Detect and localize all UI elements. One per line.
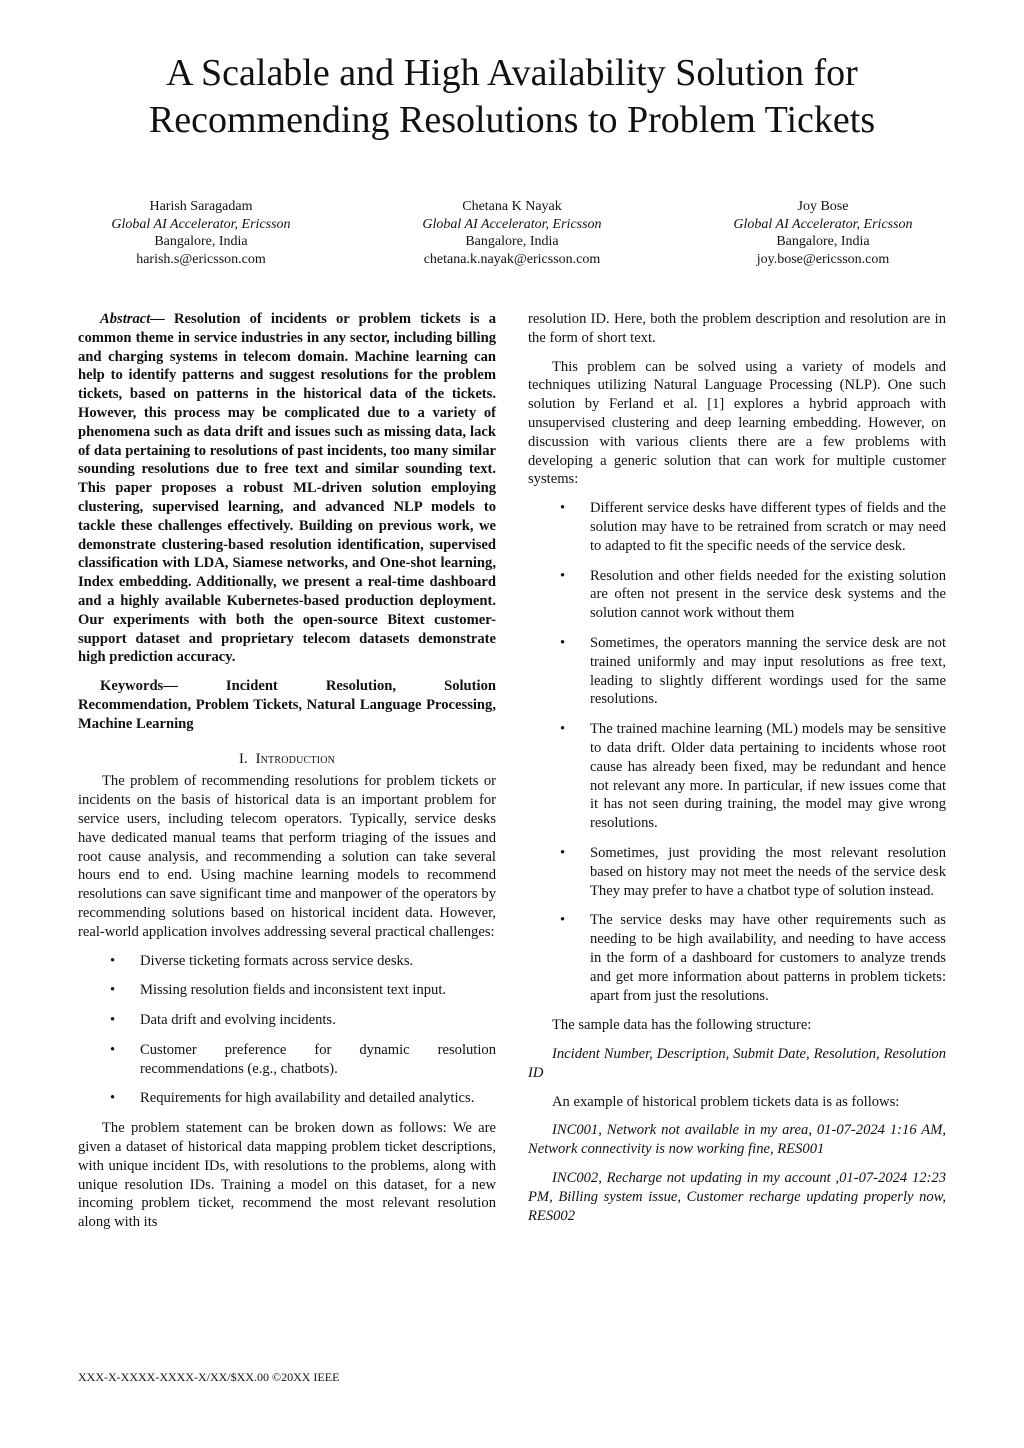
abstract [78, 310, 496, 667]
list-item: • Sometimes, just providing the most relevant resolution based on history may not meet the needs of the service desk They may prefer to have a chatbot type of solution instead. [560, 844, 946, 899]
author-email: harish.s@ericsson.com [136, 251, 266, 267]
list-item: • Different service desks have different types of fields and the solution may have to be retrained from scratch or may need to adapted to fit the specific needs of the service desk. [560, 500, 946, 554]
section-heading [78, 750, 496, 769]
bullet-icon: • [560, 721, 566, 738]
challenges-list [78, 952, 496, 1109]
author-name: Chetana K Nayak [462, 199, 562, 214]
bullet-icon: • [110, 1041, 116, 1058]
left-column [78, 310, 496, 1242]
author-affiliation: Global AI Accelerator, Ericsson [422, 216, 602, 232]
example-row-2: INC002, Recharge not updating in my account ,01-07-2024 12:23 PM, Billing system issue, Customer recharge updating properly now, RES002 [528, 1170, 946, 1224]
section-title: Introduction [255, 750, 336, 767]
example-intro: An example of historical problem tickets data is as follows: [552, 1093, 900, 1110]
bullet-icon: • [560, 567, 566, 584]
intro-paragraph-2: The problem statement can be broken down as follows: We are given a dataset of historical data mapping problem ticket descriptions, with unique incident IDs, with resolutions to the problems, along with unique resolution IDs. Training a model on this dataset, for a new incoming problem ticket, recommend the most relevant resolution along with its [78, 1120, 496, 1231]
bullet-icon: • [110, 952, 116, 969]
list-item: • Resolution and other fields needed for the existing solution are often not present in the service desk systems and the solution cannot work without them [560, 567, 946, 622]
right-paragraph-2: This problem can be solved using a variety of models and techniques utilizing Natural Language Processing (NLP). One such solution by Ferland et al. [1] explores a hybrid approach with unsupervised clustering and deep learning embedding. However, on discussion with various clients there are a few problems with developing a generic solution that can work for multiple customer systems: [528, 358, 946, 488]
author-block-3 [673, 198, 973, 268]
list-item: • Sometimes, the operators manning the service desk are not trained uniformly and may input resolutions as free text, leading to slightly different wordings used for the same resolutions. [560, 634, 946, 708]
list-item: • Customer preference for dynamic resolution recommendations (e.g., chatbots). [110, 1041, 496, 1077]
problems-list [528, 499, 946, 1005]
keywords-rest: Recommendation, Problem Tickets, Natural Language Processing, Machine Learning [78, 696, 496, 732]
bullet-icon: • [110, 1090, 116, 1107]
copyright-footer: XXX-X-XXXX-XXXX-X/XX/$XX.00 ©20XX IEEE [78, 1370, 340, 1384]
title-line-1: A Scalable and High Availability Solution for [166, 52, 858, 94]
intro-paragraph-1: The problem of recommending resolutions for problem tickets or incidents on the basis of historical data is an important problem for service users, including telecom operators. Typically, service desks have dedicated manual teams that perform triaging of the issues and root cause analysis, and recommending a solution can take several hours end to end. Using machine learning models to recommend resolutions can save significant time and manpower of the operators by recommending solutions based on historical incident data. However, real-world application involves addressing several practical challenges: [78, 773, 496, 940]
list-item: • Missing resolution fields and inconsistent text input. [110, 982, 447, 999]
sample-structure: Incident Number, Description, Submit Date, Resolution, Resolution ID [528, 1046, 946, 1081]
bullet-icon: • [560, 912, 566, 929]
right-column [528, 310, 946, 1235]
example-row-1: INC001, Network not available in my area, 01-07-2024 1:16 AM, Network connectivity is now working fine, RES001 [528, 1122, 946, 1158]
author-location: Bangalore, India [776, 234, 870, 249]
author-block-1 [51, 198, 351, 268]
bullet-icon: • [110, 1012, 116, 1029]
author-name: Harish Saragadam [149, 199, 253, 214]
list-item: • Diverse ticketing formats across service desks. [110, 952, 414, 969]
list-item: • The service desks may have other requirements such as needing to be high availability, and needing to have access in the form of a dashboard for customers to analyze trends and get more information about patterns in problem tickets: apart from just the resolutions. [560, 912, 946, 1004]
author-location: Bangalore, India [465, 234, 559, 249]
author-email: joy.bose@ericsson.com [756, 251, 890, 267]
bullet-icon: • [560, 500, 566, 517]
paper-title [0, 50, 1024, 144]
list-item: • The trained machine learning (ML) models may be sensitive to data drift. Older data pertaining to incidents whose root cause has already been fixed, may be redundant and hence not relevant any more. In particular, if new issues come that it has not seen during training, the model may give wrong resolutions. [560, 721, 946, 832]
bullet-icon: • [110, 982, 116, 999]
author-affiliation: Global AI Accelerator, Ericsson [733, 216, 913, 232]
author-location: Bangalore, India [154, 234, 248, 249]
author-name: Joy Bose [797, 199, 849, 214]
list-item: • Data drift and evolving incidents. [110, 1012, 336, 1029]
section-number: I. [238, 750, 248, 767]
author-block-2 [362, 198, 662, 268]
author-affiliation: Global AI Accelerator, Ericsson [111, 216, 291, 232]
bullet-icon: • [560, 844, 566, 861]
bullet-icon: • [560, 634, 566, 651]
abstract-label: Abstract— [100, 311, 165, 327]
author-email: chetana.k.nayak@ericsson.com [423, 251, 601, 267]
keywords-line-1: Keywords— Incident Resolution, Solution [100, 678, 496, 695]
sample-intro: The sample data has the following structure: [552, 1017, 812, 1034]
list-item: • Requirements for high availability and detailed analytics. [110, 1090, 475, 1107]
right-paragraph-1: resolution ID. Here, both the problem description and resolution are in the form of short text. [528, 311, 946, 346]
abstract-text: Resolution of incidents or problem tickets is a common theme in service industries in any sector, including billing and charging systems in telecom domain. Machine learning can help to identify patterns and suggest resolutions for the problem tickets, based on patterns in the historical data of the tickets. However, this process may be complicated due to a variety of phenomena such as data drift and issues such as missing data, lack of data pertaining to resolutions of past incidents, too many similar sounding resolutions due to free text and similar sounding text. This paper proposes a robust ML-driven solution employing clustering, supervised learning, and advanced NLP models to tackle these challenges effectively. Building on previous work, we demonstrate clustering-based resolution identification, supervised classification with LDA, Siamese networks, and One-shot learning, Index embedding. Additionally, we present a real-time dashboard and a highly available Kubernetes-based production deployment. Our experiments with both the open-source Bitext customer-support dataset and proprietary telecom datasets demonstrate high prediction accuracy. [78, 311, 496, 666]
title-line-2: Recommending Resolutions to Problem Tickets [148, 99, 876, 141]
